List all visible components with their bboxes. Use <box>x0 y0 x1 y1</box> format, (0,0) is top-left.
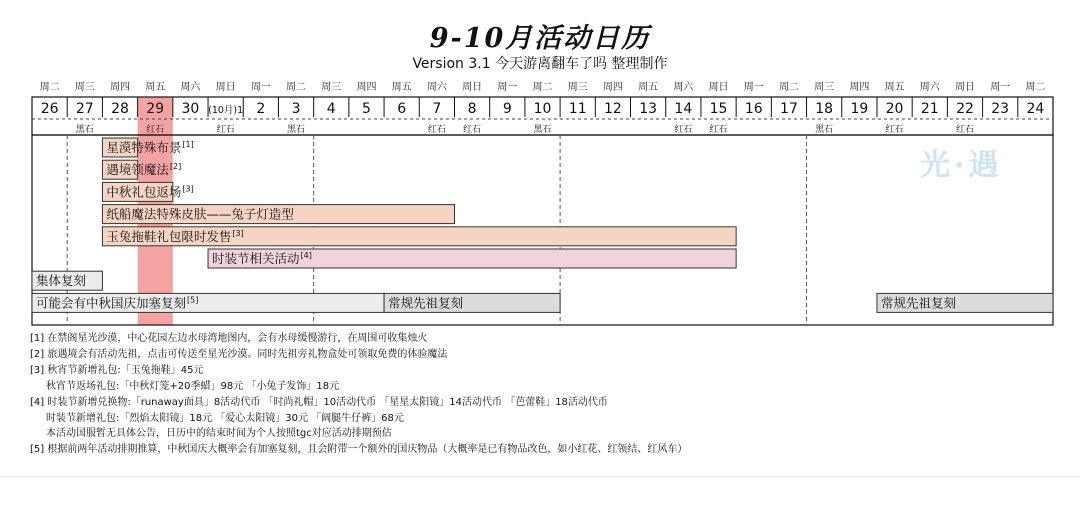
day-number: 11 <box>568 101 587 117</box>
day-number: 2 <box>256 101 266 117</box>
weekday-label: 周六 <box>673 82 694 93</box>
gantt-bar-label: 遇境领魔法[2] <box>106 162 182 178</box>
gantt-bar-label: 常规先祖复刻 <box>388 295 464 311</box>
gantt-bar <box>208 249 736 268</box>
weekday-label: 周一 <box>990 82 1011 93</box>
day-number: 30 <box>181 101 200 117</box>
weekday-label: 周一 <box>497 82 518 93</box>
weekday-label: 周二 <box>778 82 799 93</box>
stone-marker: 红石 <box>216 125 235 135</box>
footnote-ref: [3] <box>232 228 244 238</box>
weekday-label: 周二 <box>286 82 307 93</box>
weekday-label: 周二 <box>532 82 553 93</box>
stone-marker: 红石 <box>955 125 974 135</box>
weekday-label: 周一 <box>743 82 764 93</box>
gantt-bar <box>102 182 193 201</box>
weekday-label: 周四 <box>110 82 131 93</box>
weekday-label: 周日 <box>954 82 975 93</box>
footnote-line: 秋宵节返场礼包:「中秋灯笼+20季蜡」98元 「小兔子发饰」18元 <box>46 380 340 392</box>
day-number: 13 <box>639 101 658 117</box>
gantt-bar-label: 时装节相关活动[4] <box>212 251 312 266</box>
day-number: 24 <box>1026 101 1045 117</box>
gantt-bar-label: 集体复刻 <box>36 273 87 289</box>
weekday-label: 周六 <box>180 82 201 93</box>
gantt-bar <box>32 293 384 312</box>
day-number: 22 <box>956 101 974 117</box>
weekday-label: 周六 <box>919 82 940 93</box>
day-number: 19 <box>850 101 869 117</box>
weekday-label: 周六 <box>426 82 447 93</box>
page-subtitle: Version 3.1 今天游离翻车了吗 整理制作 <box>412 56 668 72</box>
day-number: 27 <box>75 101 94 117</box>
weekday-label: 周三 <box>567 82 588 93</box>
day-number: 23 <box>991 101 1010 117</box>
day-number: 10 <box>533 101 552 117</box>
footnote-line: [4] 时装节新增兑换物:「runaway面具」8活动代币 「时尚礼帽」10活动代币 「星星太阳镜」14活动代币 「芭蕾鞋」18活动代币 <box>30 396 608 408</box>
weekday-label: 周三 <box>321 82 342 93</box>
footnotes <box>30 331 1070 458</box>
stone-marker: 黑石 <box>75 125 94 135</box>
day-number: 7 <box>432 101 442 117</box>
gantt-bar-label: 星漠特殊布景[1] <box>106 140 194 155</box>
stone-marker: 红石 <box>885 125 904 135</box>
weekday-label: 周日 <box>215 82 236 93</box>
gantt-bar-label: 可能会有中秋国庆加塞复刻[5] <box>36 295 199 311</box>
day-number: 4 <box>326 101 336 117</box>
footnote-line: [3] 秋宵节新增礼包:「玉兔拖鞋」45元 <box>30 364 204 376</box>
day-number: 28 <box>111 101 129 117</box>
gantt-bar <box>384 293 560 312</box>
day-number: 5 <box>362 101 371 117</box>
stone-marker: 黑石 <box>287 125 306 135</box>
weekday-label: 周二 <box>39 82 60 93</box>
weekday-label: 周五 <box>391 82 412 93</box>
gantt-bar-label: 玉兔拖鞋礼包限时发售[3] <box>106 228 244 244</box>
footnote-ref: [1] <box>182 140 194 149</box>
weekday-label: 周四 <box>849 82 870 93</box>
day-number: 14 <box>674 101 693 117</box>
gantt-bar-label: 纸船魔法特殊皮肤——兔子灯造型 <box>106 206 294 222</box>
game-logo-watermark: 光·遇 <box>920 148 1003 183</box>
day-number: 8 <box>467 101 477 117</box>
weekday-label: 周四 <box>356 82 377 93</box>
day-number: 6 <box>397 101 407 117</box>
footer-divider <box>0 476 1080 477</box>
weekday-label: 周五 <box>884 82 905 93</box>
stone-marker: 红石 <box>146 125 165 135</box>
gantt-bar <box>102 227 736 246</box>
footnote-ref: [3] <box>182 184 194 194</box>
weekday-label: 周四 <box>602 82 623 93</box>
stone-marker: 红石 <box>674 125 693 135</box>
day-number: 9 <box>502 101 512 117</box>
gantt-bar <box>102 205 454 224</box>
stone-marker: 红石 <box>463 125 482 135</box>
page-title: 9-10月活动日历 <box>429 23 651 54</box>
weekday-label: 周二 <box>1025 82 1046 93</box>
gantt-bar <box>32 271 102 290</box>
day-number: 26 <box>40 101 59 117</box>
footnote-line: [2] 旅遇境会有活动先祖，点击可传送至星光沙漠。同时先祖旁礼物盒处可领取免费的体验魔法 <box>30 348 448 360</box>
footnote-line: [1] 在禁阁星光沙漠，中心花园左边水母湾地图内，会有水母缓慢游行，在周围可收集烛火 <box>30 333 428 344</box>
footnote-line: [5] 根据前两年活动排期推算，中秋国庆大概率会有加塞复刻，且会附带一个额外的国庆物品（大概率是已有物品改色，如小红花、红领结、红风车） <box>30 444 688 456</box>
day-number: 21 <box>920 101 939 117</box>
weekday-label: 周一 <box>250 82 271 93</box>
gantt-bar-label: 中秋礼包返场[3] <box>106 184 194 200</box>
footnote-line: 时装节新增礼包:「烈焰太阳镜」18元 「爱心太阳镜」30元 「阔腿牛仔裤」68元 <box>46 412 404 424</box>
gantt-bar <box>102 138 193 157</box>
day-number: 3 <box>291 101 301 117</box>
weekday-label: 周五 <box>145 82 166 93</box>
day-number: 18 <box>815 101 834 117</box>
day-number: 17 <box>780 101 798 117</box>
day-number: 29 <box>146 101 165 117</box>
gantt-bar-label: 常规先祖复刻 <box>880 295 956 311</box>
footnote-line: 本活动国服暂无具体公告，日历中的结束时间为个人按照tgc对应活动排期预估 <box>46 428 392 440</box>
weekday-label: 周日 <box>708 82 729 93</box>
weekday-label: 周五 <box>638 82 659 93</box>
footnote-ref: [4] <box>300 251 312 260</box>
day-number: 12 <box>603 101 622 117</box>
weekday-label: 周三 <box>74 82 95 93</box>
stone-marker: 黑石 <box>815 125 834 135</box>
day-number: (10月)1 <box>208 105 244 116</box>
day-number: 16 <box>744 101 763 117</box>
stone-marker: 红石 <box>709 125 728 135</box>
stone-marker: 黑石 <box>533 125 552 135</box>
footnote-ref: [5] <box>187 295 199 305</box>
day-number: 15 <box>709 101 728 117</box>
stone-marker: 红石 <box>427 125 446 135</box>
weekday-label: 周日 <box>462 82 483 93</box>
day-number: 20 <box>885 101 904 117</box>
gantt-bar <box>877 293 1053 312</box>
weekday-label: 周三 <box>814 82 835 93</box>
footnote-ref: [2] <box>169 162 182 172</box>
